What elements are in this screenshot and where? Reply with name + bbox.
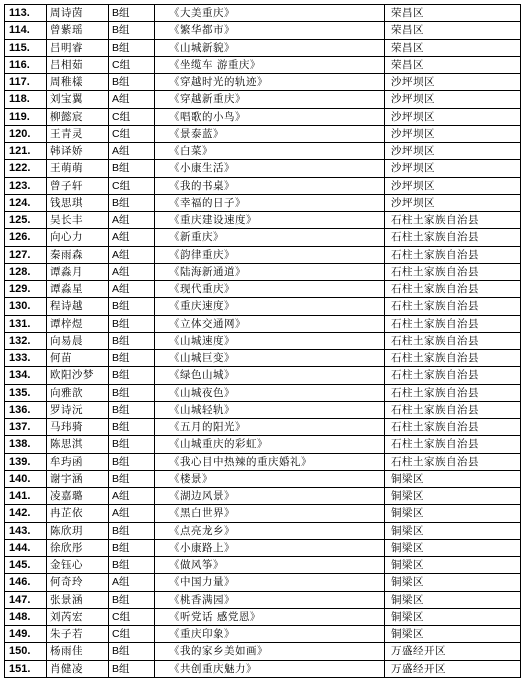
age-group: B组 — [109, 5, 155, 22]
table-row — [5, 263, 521, 280]
district: 石柱土家族自治县 — [385, 350, 521, 367]
district: 铜梁区 — [385, 608, 521, 625]
table-body — [5, 5, 521, 678]
age-group: A组 — [109, 229, 155, 246]
artwork-title: 《重庆建设速度》 — [155, 212, 385, 229]
participant-name: 谭梓煜 — [47, 315, 109, 332]
participant-name: 吴长丰 — [47, 212, 109, 229]
artwork-title: 《白菜》 — [155, 143, 385, 160]
table-row — [5, 522, 521, 539]
district: 沙坪坝区 — [385, 91, 521, 108]
participant-name: 肖健凌 — [47, 660, 109, 677]
table-row — [5, 91, 521, 108]
district: 铜梁区 — [385, 574, 521, 591]
artwork-title: 《穿越时光的轨迹》 — [155, 74, 385, 91]
table-row — [5, 350, 521, 367]
artwork-title: 《小康生活》 — [155, 160, 385, 177]
district: 石柱土家族自治县 — [385, 367, 521, 384]
participant-name: 王萌萌 — [47, 160, 109, 177]
age-group: B组 — [109, 436, 155, 453]
row-number: 118. — [5, 91, 47, 108]
participant-name: 周诗茵 — [47, 5, 109, 22]
table-row — [5, 74, 521, 91]
table-row — [5, 557, 521, 574]
row-number: 120. — [5, 125, 47, 142]
participant-name: 陈欣玥 — [47, 522, 109, 539]
artwork-title: 《幸福的日子》 — [155, 194, 385, 211]
age-group: B组 — [109, 470, 155, 487]
row-number: 151. — [5, 660, 47, 677]
table-row — [5, 539, 521, 556]
age-group: B组 — [109, 367, 155, 384]
district: 铜梁区 — [385, 539, 521, 556]
district: 荣昌区 — [385, 56, 521, 73]
row-number: 131. — [5, 315, 47, 332]
age-group: B组 — [109, 332, 155, 349]
artwork-title: 《山城新貌》 — [155, 39, 385, 56]
age-group: B组 — [109, 298, 155, 315]
table-row — [5, 229, 521, 246]
artwork-title: 《山城巨变》 — [155, 350, 385, 367]
table-row — [5, 5, 521, 22]
participant-name: 冉芷依 — [47, 505, 109, 522]
table-row — [5, 160, 521, 177]
participant-name: 韩译娇 — [47, 143, 109, 160]
artwork-title: 《山城轻轨》 — [155, 401, 385, 418]
table-row — [5, 591, 521, 608]
district: 石柱土家族自治县 — [385, 332, 521, 349]
age-group: B组 — [109, 350, 155, 367]
district: 沙坪坝区 — [385, 108, 521, 125]
table-row — [5, 384, 521, 401]
age-group: B组 — [109, 194, 155, 211]
row-number: 147. — [5, 591, 47, 608]
table-row — [5, 505, 521, 522]
artwork-title: 《桃香满园》 — [155, 591, 385, 608]
artwork-title: 《重庆印象》 — [155, 626, 385, 643]
artwork-title: 《陆海新通道》 — [155, 263, 385, 280]
participant-name: 杨雨佳 — [47, 643, 109, 660]
participant-name: 向雅歆 — [47, 384, 109, 401]
age-group: C组 — [109, 177, 155, 194]
district: 石柱土家族自治县 — [385, 246, 521, 263]
row-number: 141. — [5, 488, 47, 505]
table-row — [5, 626, 521, 643]
artwork-title: 《山城重庆的彩虹》 — [155, 436, 385, 453]
table-row — [5, 108, 521, 125]
table-row — [5, 470, 521, 487]
district: 铜梁区 — [385, 522, 521, 539]
age-group: A组 — [109, 212, 155, 229]
artwork-title: 《中国力量》 — [155, 574, 385, 591]
table-row — [5, 246, 521, 263]
district: 沙坪坝区 — [385, 160, 521, 177]
district: 沙坪坝区 — [385, 194, 521, 211]
table-row — [5, 436, 521, 453]
table-row — [5, 574, 521, 591]
district: 石柱土家族自治县 — [385, 298, 521, 315]
row-number: 150. — [5, 643, 47, 660]
age-group: A组 — [109, 488, 155, 505]
row-number: 123. — [5, 177, 47, 194]
row-number: 140. — [5, 470, 47, 487]
table-row — [5, 419, 521, 436]
table-row — [5, 643, 521, 660]
district: 铜梁区 — [385, 591, 521, 608]
table-row — [5, 488, 521, 505]
table-row — [5, 453, 521, 470]
table-row — [5, 177, 521, 194]
participant-name: 王青灵 — [47, 125, 109, 142]
district: 石柱土家族自治县 — [385, 281, 521, 298]
table-row — [5, 281, 521, 298]
participant-name: 金钰心 — [47, 557, 109, 574]
participant-name: 凌嘉璐 — [47, 488, 109, 505]
row-number: 117. — [5, 74, 47, 91]
table-row — [5, 401, 521, 418]
row-number: 124. — [5, 194, 47, 211]
participant-name: 陈思淇 — [47, 436, 109, 453]
age-group: B组 — [109, 522, 155, 539]
participant-name: 何奇玲 — [47, 574, 109, 591]
artwork-title: 《我心目中热辣的重庆婚礼》 — [155, 453, 385, 470]
age-group: C组 — [109, 608, 155, 625]
participant-name: 牟玙函 — [47, 453, 109, 470]
row-number: 130. — [5, 298, 47, 315]
row-number: 137. — [5, 419, 47, 436]
district: 沙坪坝区 — [385, 125, 521, 142]
row-number: 135. — [5, 384, 47, 401]
district: 铜梁区 — [385, 626, 521, 643]
age-group: C组 — [109, 56, 155, 73]
participant-name: 谭淼星 — [47, 281, 109, 298]
table-row — [5, 608, 521, 625]
participant-name: 欧阳沙梦 — [47, 367, 109, 384]
artwork-title: 《山城速度》 — [155, 332, 385, 349]
row-number: 125. — [5, 212, 47, 229]
table-row — [5, 56, 521, 73]
district: 沙坪坝区 — [385, 74, 521, 91]
row-number: 115. — [5, 39, 47, 56]
row-number: 122. — [5, 160, 47, 177]
row-number: 113. — [5, 5, 47, 22]
row-number: 128. — [5, 263, 47, 280]
district: 荣昌区 — [385, 39, 521, 56]
row-number: 133. — [5, 350, 47, 367]
artwork-title: 《点亮龙乡》 — [155, 522, 385, 539]
artwork-title: 《现代重庆》 — [155, 281, 385, 298]
district: 石柱土家族自治县 — [385, 401, 521, 418]
row-number: 138. — [5, 436, 47, 453]
age-group: C组 — [109, 108, 155, 125]
district: 万盛经开区 — [385, 643, 521, 660]
table-row — [5, 212, 521, 229]
artwork-title: 《五月的阳光》 — [155, 419, 385, 436]
document-page — [4, 4, 521, 678]
district: 铜梁区 — [385, 557, 521, 574]
artwork-title: 《大美重庆》 — [155, 5, 385, 22]
row-number: 145. — [5, 557, 47, 574]
table-row — [5, 660, 521, 677]
participant-table — [4, 4, 521, 678]
age-group: A组 — [109, 505, 155, 522]
participant-name: 周稚樣 — [47, 74, 109, 91]
participant-name: 罗诗沅 — [47, 401, 109, 418]
artwork-title: 《重庆速度》 — [155, 298, 385, 315]
age-group: B组 — [109, 401, 155, 418]
row-number: 149. — [5, 626, 47, 643]
participant-name: 张景涵 — [47, 591, 109, 608]
age-group: B组 — [109, 453, 155, 470]
participant-name: 刘宝翼 — [47, 91, 109, 108]
artwork-title: 《共创重庆魅力》 — [155, 660, 385, 677]
district: 石柱土家族自治县 — [385, 212, 521, 229]
participant-name: 刘芮宏 — [47, 608, 109, 625]
row-number: 144. — [5, 539, 47, 556]
age-group: B组 — [109, 384, 155, 401]
row-number: 126. — [5, 229, 47, 246]
artwork-title: 《新重庆》 — [155, 229, 385, 246]
table-row — [5, 367, 521, 384]
artwork-title: 《穿越新重庆》 — [155, 91, 385, 108]
age-group: B组 — [109, 160, 155, 177]
participant-name: 朱子若 — [47, 626, 109, 643]
age-group: B组 — [109, 22, 155, 39]
artwork-title: 《立体交通网》 — [155, 315, 385, 332]
table-row — [5, 315, 521, 332]
participant-name: 徐欣彤 — [47, 539, 109, 556]
participant-name: 程诗越 — [47, 298, 109, 315]
participant-name: 何苗 — [47, 350, 109, 367]
row-number: 142. — [5, 505, 47, 522]
row-number: 127. — [5, 246, 47, 263]
participant-name: 吕相茹 — [47, 56, 109, 73]
participant-name: 谭淼月 — [47, 263, 109, 280]
participant-name: 马玮骑 — [47, 419, 109, 436]
table-row — [5, 39, 521, 56]
artwork-title: 《山城夜色》 — [155, 384, 385, 401]
district: 铜梁区 — [385, 488, 521, 505]
age-group: C组 — [109, 125, 155, 142]
district: 荣昌区 — [385, 22, 521, 39]
participant-name: 钱思琪 — [47, 194, 109, 211]
age-group: B组 — [109, 539, 155, 556]
district: 万盛经开区 — [385, 660, 521, 677]
table-row — [5, 143, 521, 160]
age-group: B组 — [109, 315, 155, 332]
table-row — [5, 22, 521, 39]
participant-name: 向易晨 — [47, 332, 109, 349]
artwork-title: 《绿色山城》 — [155, 367, 385, 384]
row-number: 119. — [5, 108, 47, 125]
district: 石柱土家族自治县 — [385, 229, 521, 246]
participant-name: 曾紫瑶 — [47, 22, 109, 39]
row-number: 116. — [5, 56, 47, 73]
district: 石柱土家族自治县 — [385, 419, 521, 436]
age-group: B组 — [109, 419, 155, 436]
age-group: B组 — [109, 643, 155, 660]
district: 石柱土家族自治县 — [385, 384, 521, 401]
row-number: 148. — [5, 608, 47, 625]
artwork-title: 《黑白世界》 — [155, 505, 385, 522]
district: 石柱土家族自治县 — [385, 315, 521, 332]
district: 铜梁区 — [385, 470, 521, 487]
artwork-title: 《湖边风景》 — [155, 488, 385, 505]
age-group: B组 — [109, 74, 155, 91]
district: 石柱土家族自治县 — [385, 453, 521, 470]
row-number: 136. — [5, 401, 47, 418]
table-row — [5, 125, 521, 142]
row-number: 132. — [5, 332, 47, 349]
artwork-title: 《唱歌的小鸟》 — [155, 108, 385, 125]
table-row — [5, 332, 521, 349]
artwork-title: 《我的家乡美如画》 — [155, 643, 385, 660]
artwork-title: 《繁华都市》 — [155, 22, 385, 39]
row-number: 146. — [5, 574, 47, 591]
age-group: A组 — [109, 143, 155, 160]
row-number: 134. — [5, 367, 47, 384]
participant-name: 吕明睿 — [47, 39, 109, 56]
table-row — [5, 194, 521, 211]
artwork-title: 《做风筝》 — [155, 557, 385, 574]
district: 沙坪坝区 — [385, 143, 521, 160]
district: 沙坪坝区 — [385, 177, 521, 194]
artwork-title: 《坐缆车 游重庆》 — [155, 56, 385, 73]
row-number: 139. — [5, 453, 47, 470]
district: 荣昌区 — [385, 5, 521, 22]
row-number: 129. — [5, 281, 47, 298]
age-group: B组 — [109, 39, 155, 56]
participant-name: 曾子轩 — [47, 177, 109, 194]
participant-name: 秦雨森 — [47, 246, 109, 263]
age-group: A组 — [109, 263, 155, 280]
participant-name: 柳懿宸 — [47, 108, 109, 125]
age-group: B组 — [109, 660, 155, 677]
artwork-title: 《听党话 感党恩》 — [155, 608, 385, 625]
row-number: 143. — [5, 522, 47, 539]
age-group: A组 — [109, 246, 155, 263]
age-group: C组 — [109, 626, 155, 643]
district: 石柱土家族自治县 — [385, 263, 521, 280]
age-group: B组 — [109, 557, 155, 574]
district: 铜梁区 — [385, 505, 521, 522]
table-row — [5, 298, 521, 315]
participant-name: 谢宇涵 — [47, 470, 109, 487]
artwork-title: 《小康路上》 — [155, 539, 385, 556]
row-number: 121. — [5, 143, 47, 160]
artwork-title: 《景泰蓝》 — [155, 125, 385, 142]
age-group: A组 — [109, 574, 155, 591]
participant-name: 向心力 — [47, 229, 109, 246]
age-group: A组 — [109, 281, 155, 298]
artwork-title: 《我的书桌》 — [155, 177, 385, 194]
artwork-title: 《韵律重庆》 — [155, 246, 385, 263]
district: 石柱土家族自治县 — [385, 436, 521, 453]
age-group: B组 — [109, 591, 155, 608]
age-group: A组 — [109, 91, 155, 108]
row-number: 114. — [5, 22, 47, 39]
artwork-title: 《楼景》 — [155, 470, 385, 487]
